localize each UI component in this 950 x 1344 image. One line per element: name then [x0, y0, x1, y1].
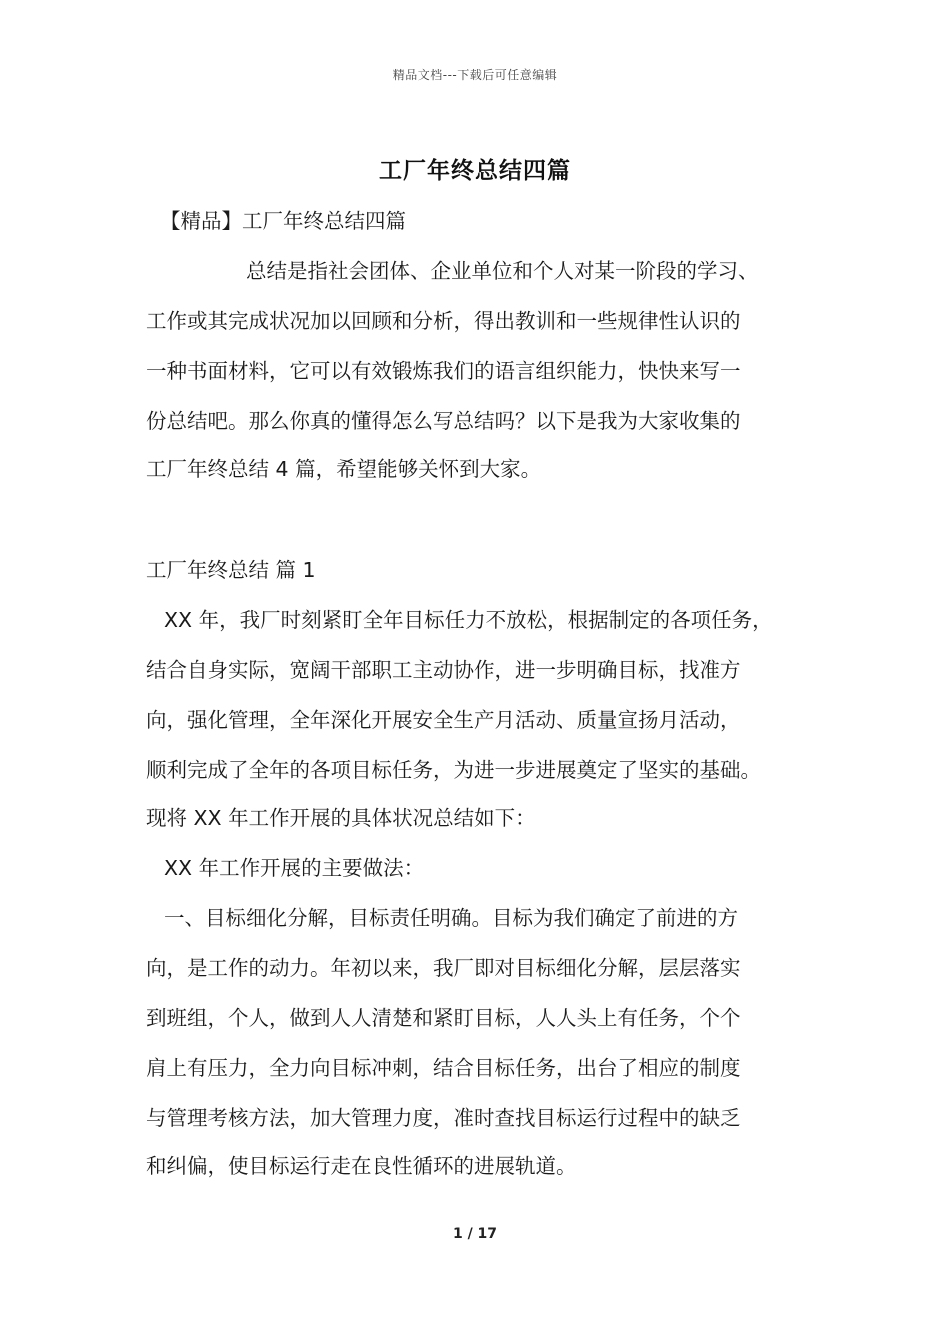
paragraph-line: XX 年，我厂时刻紧盯全年目标任力不放松，根据制定的各项任务，: [164, 608, 773, 632]
paragraph-line: XX 年工作开展的主要做法：: [164, 856, 425, 880]
paragraph-line: 结合自身实际，宽阔干部职工主动协作，进一步明确目标，找准方: [146, 658, 741, 682]
subtitle-line: 【精品】工厂年终总结四篇: [160, 209, 406, 233]
paragraph-line: 一种书面材料，它可以有效锻炼我们的语言组织能力，快快来写一: [146, 359, 741, 383]
paragraph-line: 总结是指社会团体、企业单位和个人对某一阶段的学习、: [246, 259, 759, 283]
paragraph-line: 向，强化管理，全年深化开展安全生产月活动、质量宣扬月活动，: [146, 708, 741, 732]
page-number: 1 / 17: [452, 1226, 498, 1242]
paragraph-line: 一、目标细化分解，目标责任明确。目标为我们确定了前进的方: [164, 906, 738, 930]
paragraph-line: 和纠偏，使目标运行走在良性循环的进展轨道。: [146, 1154, 577, 1178]
section-heading: 工厂年终总结 篇 1: [146, 558, 316, 582]
paragraph-line: 工作或其完成状况加以回顾和分析，得出教训和一些规律性认识的: [146, 309, 741, 333]
paragraph-line: 向，是工作的动力。年初以来，我厂即对目标细化分解，层层落实: [146, 956, 741, 980]
document-title: 工厂年终总结四篇: [379, 158, 571, 184]
paragraph-line: 份总结吧。那么你真的懂得怎么写总结吗？以下是我为大家收集的: [146, 409, 741, 433]
paragraph-line: 工厂年终总结 4 篇，希望能够关怀到大家。: [146, 457, 542, 481]
paragraph-line: 到班组，个人，做到人人清楚和紧盯目标，人人头上有任务，个个: [146, 1006, 741, 1030]
page-header-note: 精品文档---下载后可任意编辑: [392, 68, 558, 82]
paragraph-line: 现将 XX 年工作开展的具体状况总结如下：: [146, 806, 536, 830]
paragraph-line: 肩上有压力，全力向目标冲刺，结合目标任务，出台了相应的制度: [146, 1056, 741, 1080]
paragraph-line: 顺利完成了全年的各项目标任务，为进一步进展奠定了坚实的基础。: [146, 758, 761, 782]
paragraph-line: 与管理考核方法，加大管理力度，准时查找目标运行过程中的缺乏: [146, 1106, 741, 1130]
